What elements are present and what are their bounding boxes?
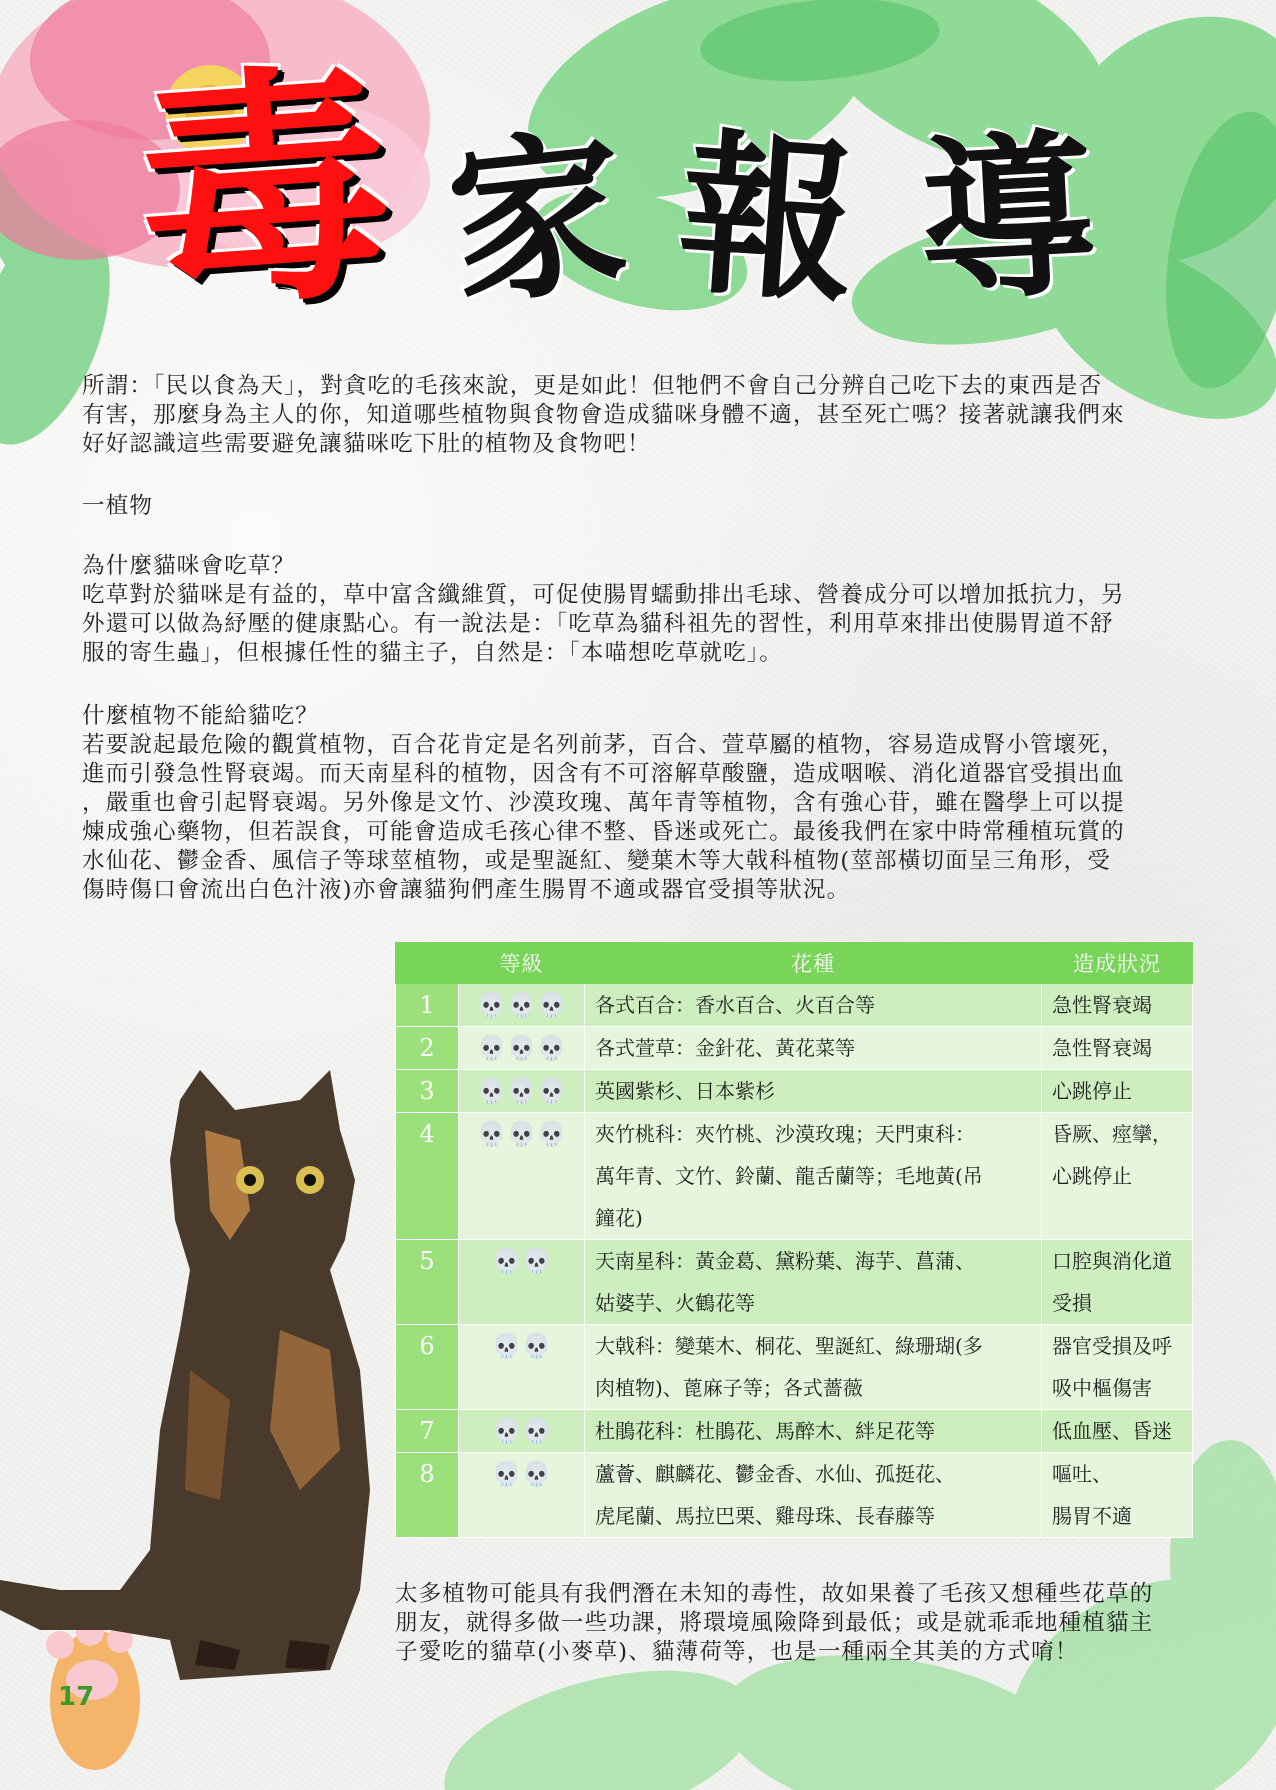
title-char-3: 導 <box>914 112 1101 327</box>
header-cell-plants: 花種 <box>585 943 1042 984</box>
symptom: 急性腎衰竭 <box>1042 1027 1193 1070</box>
row-number: 1 <box>396 984 459 1027</box>
cat-photo <box>0 1070 380 1690</box>
closing-line: 子愛吃的貓草(小麥草)、貓薄荷等，也是一種兩全其美的方式唷！ <box>395 1639 1079 1665</box>
table-row <box>396 1113 1193 1240</box>
section-heading: 一植物 <box>82 493 154 519</box>
symptom: 急性腎衰竭 <box>1042 984 1193 1027</box>
closing-line: 太多植物可能具有我們潛在未知的毒性，故如果養了毛孩又想種些花草的 <box>395 1581 1154 1607</box>
q1-block <box>82 552 1192 668</box>
page-number: 17 <box>58 1682 95 1712</box>
title-char-1: 家 <box>439 108 636 331</box>
q1-heading: 為什麼貓咪會吃草？ <box>82 553 296 579</box>
title-char-red: 毒 <box>130 34 400 346</box>
plant-list: 天南星科：黃金葛、黛粉葉、海芋、菖蒲、 姑婆芋、火鶴花等 <box>585 1240 1042 1325</box>
symptom: 器官受損及呼 吸中樞傷害 <box>1042 1325 1193 1410</box>
intro-line: 所謂：「民以食為天」，對貪吃的毛孩來說，更是如此！但牠們不會自己分辨自己吃下去的東西是否 <box>82 373 1103 399</box>
q2-block <box>82 702 1192 905</box>
intro-line: 有害，那麼身為主人的你，知道哪些植物與食物會造成貓咪身體不適，甚至死亡嗎？接著就讓我們來 <box>82 402 1125 428</box>
plant-list: 各式萱草：金針花、黃花菜等 <box>585 1027 1042 1070</box>
table-header-row <box>396 943 1193 984</box>
danger-level: 💀💀💀 <box>459 1113 585 1240</box>
q1-line: 服的寄生蟲」，但根據任性的貓主子，自然是：「本喵想吃草就吃」。 <box>82 640 783 666</box>
plant-list: 杜鵑花科：杜鵑花、馬醉木、絆足花等 <box>585 1410 1042 1453</box>
plant-list: 各式百合：香水百合、火百合等 <box>585 984 1042 1027</box>
symptom: 昏厥、痙攣， 心跳停止 <box>1042 1113 1193 1240</box>
plant-list: 大戟科：變葉木、桐花、聖誕紅、綠珊瑚(多 肉植物)、蓖麻子等；各式薔薇 <box>585 1325 1042 1410</box>
q2-line: 煉成強心藥物，但若誤食，可能會造成毛孩心律不整、昏迷或死亡。最後我們在家中時常種植玩賞的 <box>82 819 1125 845</box>
plant-list: 蘆薈、麒麟花、鬱金香、水仙、孤挺花、 虎尾蘭、馬拉巴栗、雞母珠、長春藤等 <box>585 1453 1042 1538</box>
plant-list: 夾竹桃科：夾竹桃、沙漠玫瑰；天門東科： 萬年青、文竹、鈴蘭、龍舌蘭等；毛地黃(吊 鐘花) <box>585 1113 1042 1240</box>
closing-line: 朋友，就得多做一些功課，將環境風險降到最低；或是就乖乖地種植貓主 <box>395 1610 1154 1636</box>
header-cell-status: 造成狀況 <box>1042 943 1193 984</box>
symptom: 嘔吐、 腸胃不適 <box>1042 1453 1193 1538</box>
toxic-plants-table <box>395 942 1193 1538</box>
closing-paragraph <box>395 1580 1205 1667</box>
title-char-2: 報 <box>673 111 862 328</box>
danger-level: 💀💀 <box>459 1410 585 1453</box>
row-number: 5 <box>396 1240 459 1325</box>
section-heading-plants <box>82 492 1192 521</box>
table-row <box>396 1240 1193 1325</box>
q2-line: 傷時傷口會流出白色汁液)亦會讓貓狗們產生腸胃不適或器官受損等狀況。 <box>82 877 851 903</box>
q1-line: 吃草對於貓咪是有益的，草中富含纖維質，可促使腸胃蠕動排出毛球、營養成分可以增加抵抗力，另 <box>82 582 1125 608</box>
row-number: 7 <box>396 1410 459 1453</box>
table-row <box>396 1410 1193 1453</box>
danger-level: 💀💀 <box>459 1325 585 1410</box>
danger-level: 💀💀💀 <box>459 1070 585 1113</box>
symptom: 口腔與消化道 受損 <box>1042 1240 1193 1325</box>
danger-level: 💀💀 <box>459 1240 585 1325</box>
table-row <box>396 1453 1193 1538</box>
plant-list: 英國紫杉、日本紫杉 <box>585 1070 1042 1113</box>
q1-line: 外還可以做為紓壓的健康點心。有一說法是：「吃草為貓科祖先的習性，利用草來排出使腸胃道不舒 <box>82 611 1114 637</box>
danger-level: 💀💀 <box>459 1453 585 1538</box>
q2-line: 進而引發急性腎衰竭。而天南星科的植物，因含有不可溶解草酸鹽，造成咽喉、消化道器官受損出血 <box>82 761 1125 787</box>
q2-heading: 什麼植物不能給貓吃？ <box>82 703 320 729</box>
row-number: 3 <box>396 1070 459 1113</box>
header-cell-level: 等級 <box>459 943 585 984</box>
symptom: 低血壓、昏迷 <box>1042 1410 1193 1453</box>
row-number: 4 <box>396 1113 459 1240</box>
q2-line: ，嚴重也會引起腎衰竭。另外像是文竹、沙漠玫瑰、萬年青等植物，含有強心苷，雖在醫學上可以提 <box>82 790 1125 816</box>
row-number: 8 <box>396 1453 459 1538</box>
danger-level: 💀💀💀 <box>459 1027 585 1070</box>
header-cell-index <box>396 943 459 984</box>
table-row <box>396 1325 1193 1410</box>
intro-paragraph <box>82 372 1192 459</box>
symptom: 心跳停止 <box>1042 1070 1193 1113</box>
table-row <box>396 1027 1193 1070</box>
row-number: 2 <box>396 1027 459 1070</box>
table-row <box>396 1070 1193 1113</box>
row-number: 6 <box>396 1325 459 1410</box>
danger-level: 💀💀💀 <box>459 984 585 1027</box>
table-row <box>396 984 1193 1027</box>
page-title <box>120 34 1170 346</box>
q2-line: 若要說起最危險的觀賞植物，百合花肯定是名列前茅，百合、萱草屬的植物，容易造成腎小管壞死， <box>82 732 1125 758</box>
intro-line: 好好認識這些需要避免讓貓咪吃下肚的植物及食物吧！ <box>82 431 651 457</box>
q2-line: 水仙花、鬱金香、風信子等球莖植物，或是聖誕紅、變葉木等大戟科植物(莖部橫切面呈三角形，受 <box>82 848 1112 874</box>
